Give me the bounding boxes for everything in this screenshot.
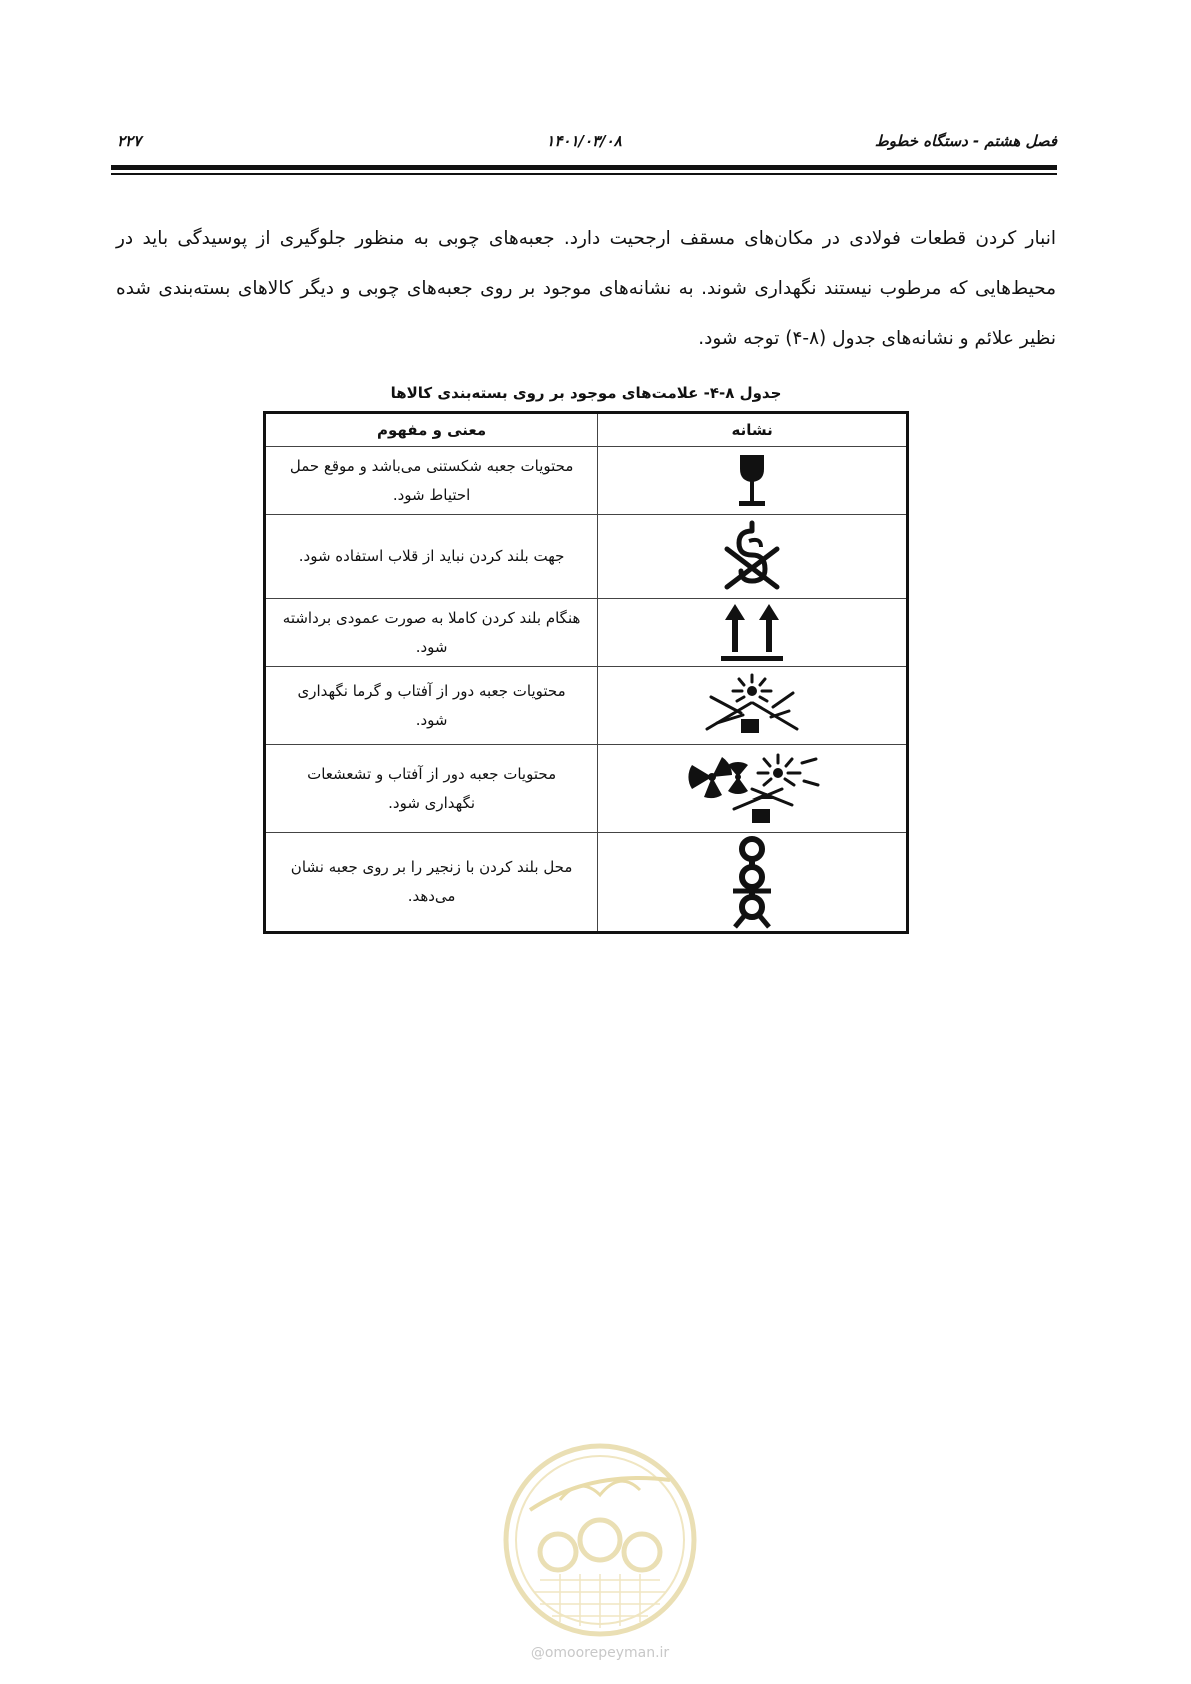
- header-sign: نشانه: [598, 413, 908, 447]
- sign-cell: [598, 599, 908, 667]
- packaging-signs-table: [263, 411, 909, 934]
- meaning-cell: محتویات جعبه دور از آفتاب و تشعشعات نگهداری شود.: [265, 745, 598, 833]
- watermark-logo-icon: [500, 1440, 700, 1640]
- meaning-cell: جهت بلند کردن نباید از قلاب استفاده شود.: [265, 515, 598, 599]
- meaning-cell: محتویات جعبه شکستنی می‌باشد و موقع حمل احتیاط شود.: [265, 447, 598, 515]
- no-hooks-icon: [717, 519, 787, 595]
- header-meaning: معنی و مفهوم: [265, 413, 598, 447]
- header-rule-thick: [111, 165, 1057, 170]
- sign-cell: [598, 745, 908, 833]
- sign-cell: [598, 833, 908, 933]
- table-row: [265, 447, 908, 515]
- sign-cell: [598, 447, 908, 515]
- sign-cell: [598, 515, 908, 599]
- watermark-url: @omoorepeyman.ir: [530, 1645, 670, 1661]
- meaning-cell: هنگام بلند کردن کاملا به صورت عمودی برداشته شود.: [265, 599, 598, 667]
- header-date: ۱۴۰۱/۰۳/۰۸: [546, 132, 622, 150]
- sling-here-chain-icon: [727, 835, 777, 929]
- table-row: [265, 667, 908, 745]
- page-number: ۲۲۷: [117, 132, 142, 150]
- body-paragraph: انبار کردن قطعات فولادی در مکان‌های مسقف ارجحیت دارد. جعبه‌های چوبی به منظور جلوگیری از پوسیدگی باید در محیط‌هایی که مرطوب نیستند نگهداری شوند. به نشانه‌های موجود بر روی جعبه‌های چوبی و دیگر کالاهای بسته‌بندی شده نظیر علائم و نشانه‌های جدول (۸-۴) توجه شود.: [116, 228, 1056, 349]
- table-caption: جدول ۸-۴- علامت‌های موجود بر روی بسته‌بندی کالاها: [390, 384, 782, 402]
- page-header: [111, 128, 1057, 152]
- table-row: [265, 599, 908, 667]
- keep-away-from-heat-icon: [697, 671, 807, 741]
- this-way-up-icon: [719, 602, 785, 664]
- chapter-title: فصل هشتم - دستگاه خطوط: [874, 132, 1057, 150]
- meaning-cell: محل بلند کردن با زنجیر را بر روی جعبه نشان می‌دهد.: [265, 833, 598, 933]
- table-row: [265, 515, 908, 599]
- table-row: [265, 745, 908, 833]
- fragile-glass-icon: [722, 451, 782, 511]
- sign-cell: [598, 667, 908, 745]
- protect-from-radiation-icon: [682, 749, 822, 829]
- table-header-row: [265, 413, 908, 447]
- meaning-cell: محتویات جعبه دور از آفتاب و گرما نگهداری شود.: [265, 667, 598, 745]
- table-row: [265, 833, 908, 933]
- header-rule-thin: [111, 173, 1057, 175]
